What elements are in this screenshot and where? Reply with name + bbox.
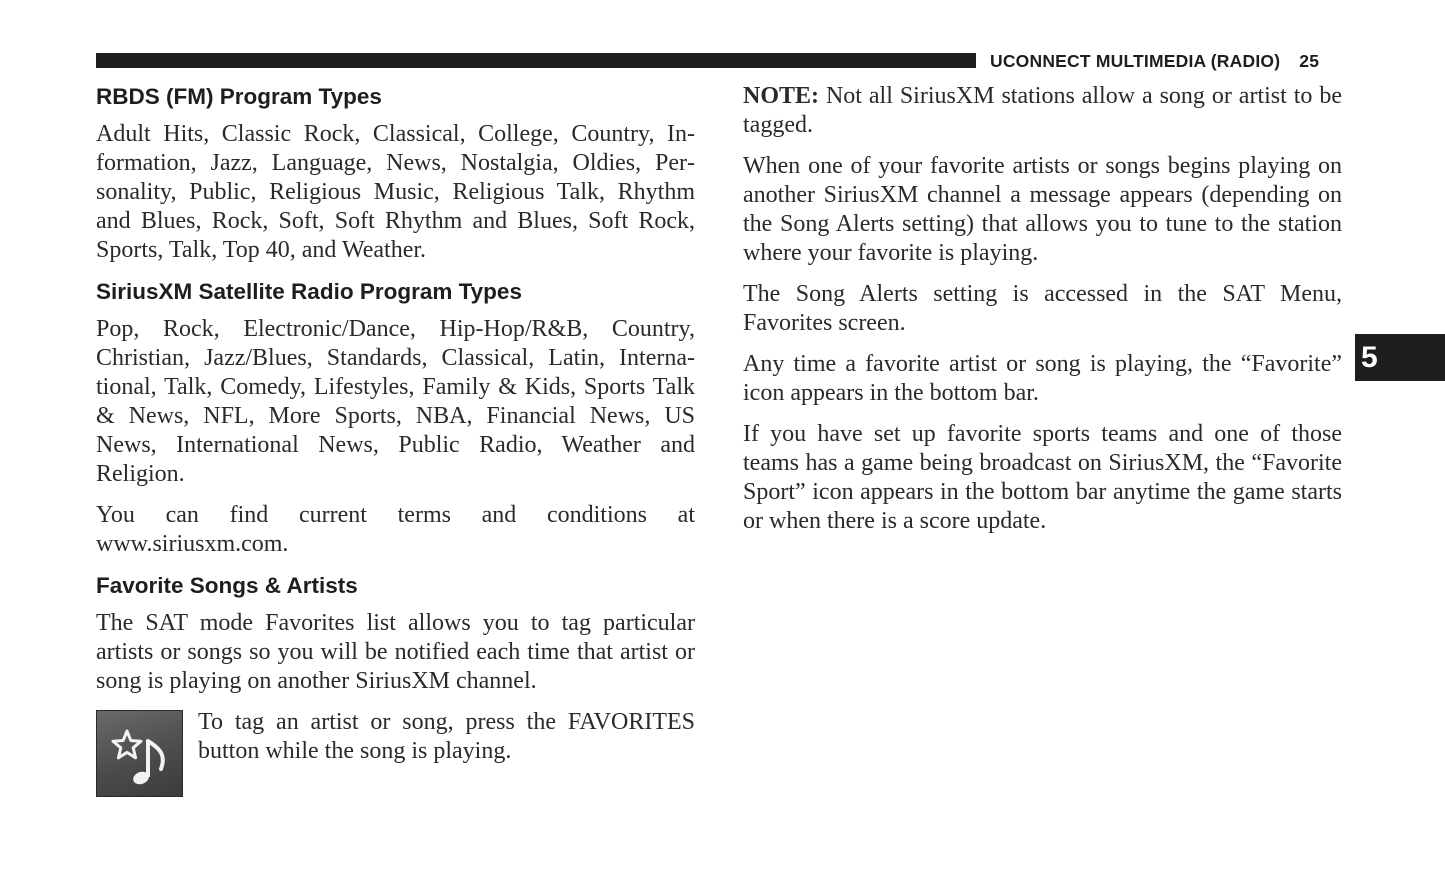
note-text: Not all SiriusXM stations allow a song or artist to be tagged.	[743, 83, 1342, 138]
terms-paragraph: You can find current terms and conditions at www.siriusxm.com.	[96, 502, 695, 557]
running-head	[990, 51, 1360, 72]
icon-instruction	[96, 708, 695, 766]
song-alert-paragraph: When one of your favorite artists or songs begins playing on another SiriusXM channel a message appears (depending on the Song Alerts setting) that allows you to tune to the station where your favorite is playing.	[743, 153, 1342, 266]
sirius-heading: SiriusXM Satellite Radio Program Types	[96, 279, 522, 304]
favorites-heading: Favorite Songs & Artists	[96, 573, 358, 598]
favorite-icon-paragraph: Any time a favorite artist or song is playing, the “Favorite” icon appears in the bottom bar.	[743, 351, 1342, 406]
right-column	[743, 82, 1342, 548]
favorites-paragraph: The SAT mode Favorites list allows you to tag particular artists or songs so you will be notified each time that artist or song is playing on another SiriusXM channel.	[96, 610, 695, 694]
left-column	[96, 82, 695, 778]
sirius-paragraph: Pop, Rock, Electronic/Dance, Hip-Hop/R&B, Country, Christian, Jazz/Blues, Standards, Classical, Latin, International, Talk, Comedy, Lifestyles, Family & Kids, Sports Talk & News, NFL, More Sports, NBA, Financial News, US News, International News, Public Radio, Weather and Religion.	[96, 316, 695, 487]
chapter-tab: 5	[1355, 334, 1445, 381]
icon-instruction-text: To tag an artist or song, press the FAVORITES button while the song is playing.	[198, 709, 695, 764]
header-rule	[96, 53, 976, 68]
section-title: UCONNECT MULTIMEDIA (RADIO)	[990, 51, 1281, 71]
rbds-paragraph: Adult Hits, Classic Rock, Classical, College, Country, Information, Jazz, Language, News, Nostalgia, Oldies, Personality, Public, Religious Music, Religious Talk, Rhythm and Blues, Rock, Soft, Soft Rhythm and Blues, Soft Rock, Sports, Talk, Top 40, and Weather.	[96, 121, 695, 263]
favorite-sport-paragraph: If you have set up favorite sports teams and one of those teams has a game being broadcast on SiriusXM, the “Favorite Sport” icon appears in the bottom bar anytime the game starts or when there is a score update.	[743, 421, 1342, 534]
note-paragraph	[743, 82, 1342, 140]
note-label: NOTE:	[743, 83, 820, 109]
song-alerts-setting-paragraph: The Song Alerts setting is accessed in the SAT Menu, Favorites screen.	[743, 281, 1342, 336]
page-number: 25	[1299, 51, 1320, 71]
favorites-star-music-note-icon	[96, 710, 183, 797]
rbds-heading: RBDS (FM) Program Types	[96, 84, 382, 109]
